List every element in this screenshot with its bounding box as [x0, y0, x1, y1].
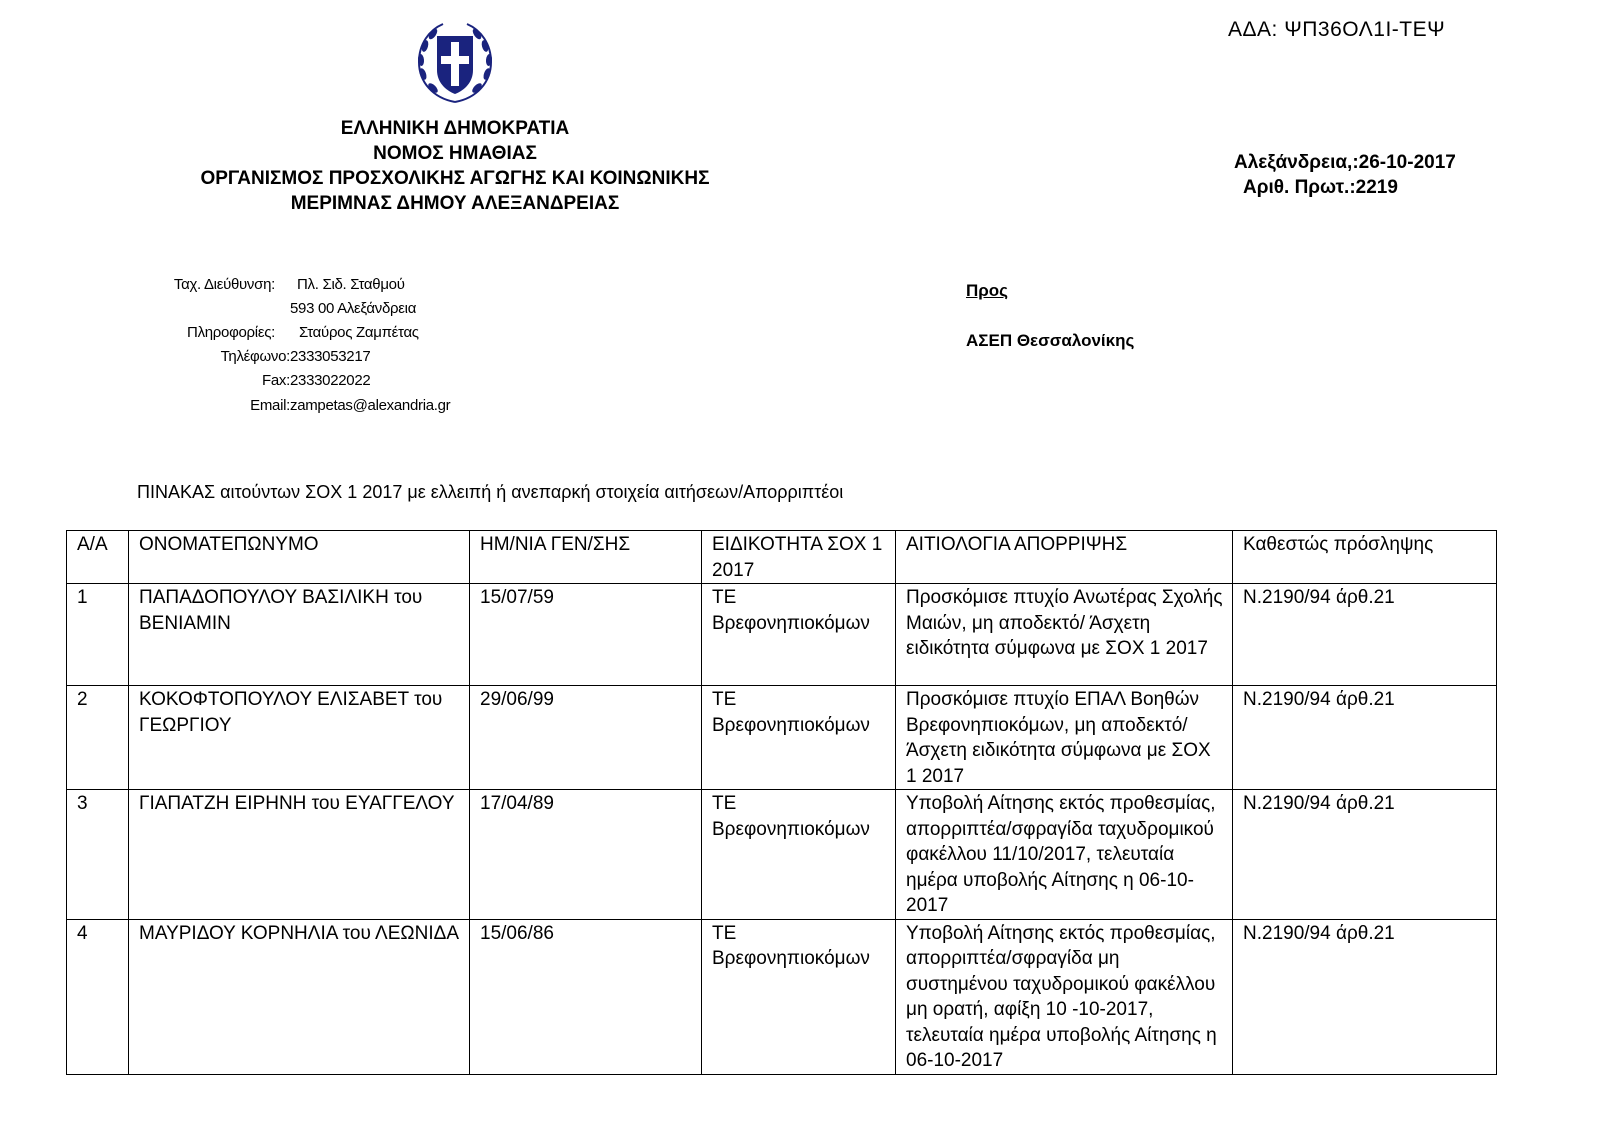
- table-row: [67, 584, 1497, 686]
- org-line-3: ΟΡΓΑΝΙΣΜΟΣ ΠΡΟΣΧΟΛΙΚΗΣ ΑΓΩΓΗΣ ΚΑΙ ΚΟΙΝΩΝΙΚΗΣ: [200, 168, 710, 189]
- rejected-applicants-table: [66, 530, 1497, 1075]
- col-header-aa: Α/Α: [67, 531, 129, 584]
- employment-status: Ν.2190/94 άρθ.21: [1233, 919, 1497, 1074]
- org-line-2: ΝΟΜΟΣ ΗΜΑΘΙΑΣ: [373, 143, 537, 164]
- col-header-birthdate: ΗΜ/ΝΙΑ ΓΕΝ/ΣΗΣ: [470, 531, 702, 584]
- row-number: 3: [67, 790, 129, 920]
- employment-status: Ν.2190/94 άρθ.21: [1233, 790, 1497, 920]
- address-label: Ταχ. Διεύθυνση:: [173, 276, 275, 293]
- specialty: ΤΕ Βρεφονηπιοκόμων: [702, 584, 896, 686]
- phone-label: Τηλέφωνο:: [220, 348, 290, 365]
- birth-date: 15/07/59: [470, 584, 702, 686]
- info-label: Πληροφορίες:: [187, 324, 275, 341]
- recipient-name: ΑΣΕΠ Θεσσαλονίκης: [966, 331, 1135, 350]
- col-header-specialty: ΕΙΔΙΚΟΤΗΤΑ ΣΟΧ 1 2017: [702, 531, 896, 584]
- greek-coat-of-arms-logo: [411, 18, 499, 106]
- rejection-reason: Υποβολή Αίτησης εκτός προθεσμίας, απορριπτέα/σφραγίδα ταχυδρομικού φακέλλου 11/10/2017, τελευταία ημέρα υποβολής Αίτησης η 06-10-2017: [896, 790, 1233, 920]
- rejection-reason: Υποβολή Αίτησης εκτός προθεσμίας, απορριπτέα/σφραγίδα μη συστημένου ταχυδρομικού φακέλλου μη ορατή, αφίξη 10 -10-2017, τελευταία ημέρα υποβολής Αίτησης η 06-10-2017: [896, 919, 1233, 1074]
- col-header-rejection-reason: ΑΙΤΙΟΛΟΓΙΑ ΑΠΟΡΡΙΨΗΣ: [896, 531, 1233, 584]
- rejection-reason: Προσκόμισε πτυχίο ΕΠΑΛ Βοηθών Βρεφονηπιοκόμων, μη αποδεκτό/ Άσχετη ειδικότητα σύμφωνα με ΣΟΧ 1 2017: [896, 686, 1233, 790]
- employment-status: Ν.2190/94 άρθ.21: [1233, 686, 1497, 790]
- specialty: ΤΕ Βρεφονηπιοκόμων: [702, 790, 896, 920]
- table-row: [67, 790, 1497, 920]
- specialty: ΤΕ Βρεφονηπιοκόμων: [702, 919, 896, 1074]
- recipient-label: Προς: [966, 281, 1009, 300]
- fax-label: Fax:: [262, 372, 290, 389]
- fax-value: 2333022022: [290, 372, 371, 389]
- table-row: [67, 686, 1497, 790]
- rejection-reason: Προσκόμισε πτυχίο Ανωτέρας Σχολής Μαιών, μη αποδεκτό/ Άσχετη ειδικότητα σύμφωνα με ΣΟΧ 1 2017: [896, 584, 1233, 686]
- email-value: zampetas@alexandria.gr: [290, 397, 451, 414]
- address-line-1: Πλ. Σιδ. Σταθμού: [297, 276, 405, 293]
- phone-value: 2333053217: [290, 348, 371, 365]
- specialty: ΤΕ Βρεφονηπιοκόμων: [702, 686, 896, 790]
- organization-header: [140, 116, 770, 216]
- date-protocol-block: [1234, 150, 1456, 200]
- col-header-name: ΟΝΟΜΑΤΕΠΩΝΥΜΟ: [129, 531, 470, 584]
- row-number: 2: [67, 686, 129, 790]
- birth-date: 17/04/89: [470, 790, 702, 920]
- address-line-2: 593 00 Αλεξάνδρεια: [290, 300, 417, 317]
- applicant-name: ΠΑΠΑΔΟΠΟΥΛΟΥ ΒΑΣΙΛΙΚΗ του ΒΕΝΙΑΜΙΝ: [129, 584, 470, 686]
- email-label: Email:: [250, 397, 290, 414]
- table-header-row: [67, 531, 1497, 584]
- org-line-1: ΕΛΛΗΝΙΚΗ ΔΗΜΟΚΡΑΤΙΑ: [340, 118, 570, 139]
- table-row: [67, 919, 1497, 1074]
- birth-date: 15/06/86: [470, 919, 702, 1074]
- employment-status: Ν.2190/94 άρθ.21: [1233, 584, 1497, 686]
- document-date: Αλεξάνδρεια,:26-10-2017: [1234, 152, 1456, 173]
- info-value: Σταύρος Ζαμπέτας: [299, 324, 419, 341]
- ada-code: ΑΔΑ: ΨΠ36ΟΛ1Ι-ΤΕΨ: [1228, 18, 1446, 41]
- row-number: 4: [67, 919, 129, 1074]
- row-number: 1: [67, 584, 129, 686]
- applicant-name: ΓΙΑΠΑΤΖΗ ΕΙΡΗΝΗ του ΕΥΑΓΓΕΛΟΥ: [129, 790, 470, 920]
- birth-date: 29/06/99: [470, 686, 702, 790]
- col-header-employment-status: Καθεστώς πρόσληψης: [1233, 531, 1497, 584]
- applicant-name: ΜΑΥΡΙΔΟΥ ΚΟΡΝΗΛΙΑ του ΛΕΩΝΙΔΑ: [129, 919, 470, 1074]
- protocol-number: Αριθ. Πρωτ.:2219: [1243, 177, 1398, 198]
- table-title: ΠΙΝΑΚΑΣ αιτούντων ΣΟΧ 1 2017 με ελλειπή ή ανεπαρκή στοιχεία αιτήσεων/Απορριπτέοι: [137, 482, 844, 502]
- applicant-name: ΚΟΚΟΦΤΟΠΟΥΛΟΥ ΕΛΙΣΑΒΕΤ του ΓΕΩΡΓΙΟΥ: [129, 686, 470, 790]
- org-line-4: ΜΕΡΙΜΝΑΣ ΔΗΜΟΥ ΑΛΕΞΑΝΔΡΕΙΑΣ: [290, 193, 620, 214]
